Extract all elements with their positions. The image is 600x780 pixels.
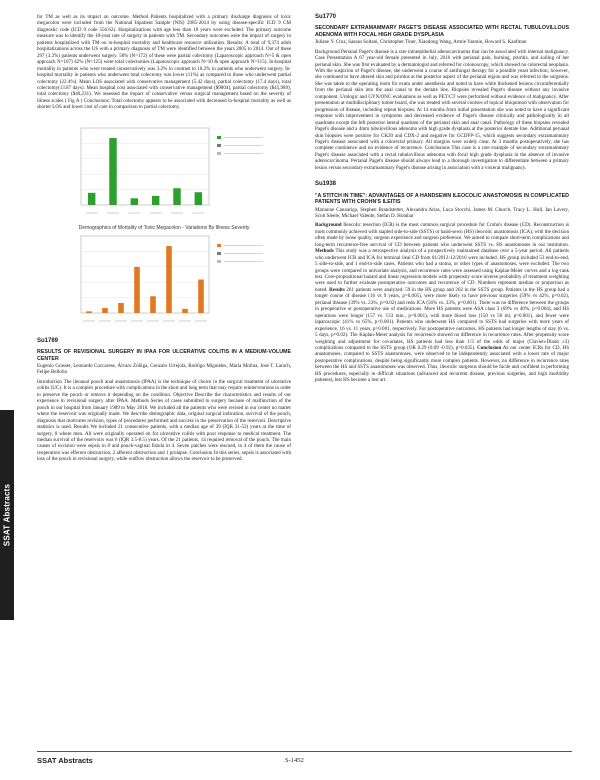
figure-a-title [59, 117, 269, 124]
left-column [37, 14, 291, 463]
text-results: 261 patients were analyzed: 59 in the HS group and 202 in the SSTS group. Patients in the HS group had a longer course of disease (16 vs 9 years, p=0.005), were more likely to have previous surgeries (59% vs 42%, p=0.02), perianal disease (39% vs. 23%, p=0.02) and redo ICA (56% vs. 33%, p=0.001). There was no difference between the groups in preoperative or postoperative use of medications. More HS patients were ASA class 3 (69% vs 40%, p=0.004), and HS operations were longer (157 vs. 133 min., p=0.001), with more blood loss (150 vs 50 ml, p=0.001), and fewer were laparoscopic (41% vs 65%, p<0.001). Patients who underwent HS compared to SSTS had surgeries with more years of experience, 16 vs. 11 years, p=0.001, respectively. For postoperative outcomes, HS patients had longer lengths of stay (6 vs. 5 days, p=0.02). The Kaplan-Meier analysis for recurrence showed no difference in recurrence rates. After propensity score weighting and adjustment for covariates, HS patients had less than 1/3 of the odds of major (Clavien-Dindo ≥3) complications compared to the SSTS group (OR 0.29 (0.09 -0.92), p=0.035). [315, 286, 570, 351]
figure-b-bar [182, 309, 188, 313]
intro-text: for TM as well as its impact on outcome. Method Patients hospitalized with a primary discharge diagnosis of toxic megacolon were included from the National Inpatient Sample (NIS) 2005-2014 by using disease-specific ICD 9 CM diagnostic code (ICD 9 code 556.62). Hospitalizations with age less than 18 years were excluded. The primary outcome measure was to identify the 10-year rate of surgery in patients with TM. Secondary outcomes were the impact of surgery in patients hospitalized with TM on in-hospital mortality and healthcare resource utilization. Results: A total of 9,374 adult hospitalizations across the US with a primary diagnosis of TM were identified between the years 2005 to 2014. Out of these 297 (3.2%) patients underwent surgery. 58% (N=172) of these were partial colectomy (Laparoscopic approach N=5 & open approach N=167) 42% (N=125) were total colectomies (Laparoscopic approach N=10 & open approach N=115). In-hospital mortality in patients who were treated conservatively was 3.2% in contrast to 18.2% in patients who underwent surgery. In-hospital mortality in patients who underwent total colectomy was lower (11%) as compared to those who underwent partial colectomy (22.4%). Mean LOS associated with conservative management (5.42 days), partial colectomy (17.4 days), total colectomy(13.87 days). Mean hospital cost associated with conservative management ($9804), partial colectomy ($45,989), total colectomy ($40,231). We assessed the impact of conservative versus surgical management based on the severity of illness scales ( Fig A ) Conclusions: Total colectomy appears to be associated with decreased in-hospital mortality as well as shorter LOS and lower cost of care in comparison to partial colectomy. [37, 14, 291, 111]
abstract-body-su1938 [315, 222, 569, 383]
figure-a-bar [109, 138, 116, 205]
figure-a-bar [195, 192, 202, 205]
figure-a-bar [131, 198, 138, 205]
figure-b-bar [150, 296, 156, 313]
figure-b-legend-swatch [217, 252, 221, 255]
figure-b-bar [166, 246, 172, 313]
abstract-id-su1770: Su1770 [315, 14, 337, 20]
figure-b-bar [134, 267, 140, 313]
footer-page-number: S-1452 [285, 757, 304, 764]
figure-b [59, 225, 269, 327]
figure-a-chart [59, 124, 269, 219]
figure-a-bar [173, 188, 180, 205]
figure-b-legend-swatch [217, 260, 221, 263]
abstract-authors-su1769: Eugenio Grasset, Leonardo Cuccarese, Álvaro Zúñiga, Gonzalo Urrejola, Rodrigo Miguieles, María Molina, Jose T. Larach, Felipe Bellolio [37, 363, 291, 376]
footer-journal: SSAT Abstracts [37, 756, 93, 765]
figure-b-chart [59, 232, 269, 327]
figure-b-title: Demographics of Mortality of Toxic Megacolon - Variations By Illness Severity [78, 224, 250, 231]
figure-a-legend-swatch [217, 152, 221, 155]
abstract-title-su1770: SECONDARY EXTRAMAMMARY PAGET'S DISEASE ASSOCIATED WITH RECTAL TUBULOVILLOUS ADENOMA WITH FOCAL HIGH GRADE DYSPLASIA [315, 25, 569, 38]
figure-a-legend-swatch [217, 144, 221, 147]
figure-b-plot-frame [81, 236, 209, 313]
abstract-authors-su1770: Juliane Y. Cruz, Sassan Soltani, Christopher Tiner, Xiaodong Wang, Armie Yasmin, Howard S. Kaufman [315, 39, 527, 46]
figure-b-legend-swatch [217, 244, 221, 247]
text-conclusion: As our center ICRs for CD, HS anastomoses, compared to SSTS anastomoses, were observed to be independently associated with a lower rate of major postoperative complications, despite being significantly more complex patients. However, no difference in recurrence rates between the HS and SSTS anastomoses was observed. Thus, ileocolic surgeons should be facile and confident in performing HS procedures, especially in difficult situations (advanced and recurrent disease, previous surgeries, and high morbidity patients), lest HS become a lost art. [315, 344, 569, 384]
figure-a-bar [152, 196, 159, 205]
figure-a-legend-swatch [217, 136, 221, 139]
right-column [315, 14, 569, 384]
figure-b-bar [198, 279, 204, 312]
figure-a-plot-frame [81, 128, 209, 205]
figure-b-bar [102, 308, 108, 313]
label-results: Results [329, 286, 345, 293]
label-background: Background [315, 222, 342, 229]
abstract-id-su1938: Su1938 [315, 181, 337, 188]
figure-a [59, 117, 269, 219]
abstract-body-su1769: Introduction The ileoanal pouch anal anastomosis (IPAA) is the technique of choice in the surgical treatment of ulcerative colitis (UC). It is a complex procedure with complications in the short and long term that may require reinterventions in order to preserve the pouch or remove it depending on the condition. Objective Describe the characteristics and results of our experience in revisional surgery after IPAA. Methods Series of cases submitted to surgery because of malfunction of the pouch in our hospital from January 1989 to May 2018. We included all the patients who were revised in our center no matter where the reservoir was originally made. We describe demographic data, original surgical indication, survival of the pouch, diagnosis that motivates revision, types of procedures performed and success in the preservation of the reservoir. Descriptive statistics is used. Results We included 21 consecutive patients, with a median age of 39 (IQR 31-52) years at the time of surgery, 8 where men. All were originally operated on for ulcerative colitis with poor response to medical treatment. The median survival of the reservoirs was 6 (IQR 3.5-8.5) years. Of the 21 patients, 14 required removal of the pouch. The main causes of excision were sepsis in 8 and pouch-vaginal fistula in 4. Seven patches were rescued, in 4 of them the cause of reoperation was efferent obstruction, 2 afferent obstruction and 1 prolapse. Conclusion In this series, sepsis is associated with loss of the pouch in revisional surgery, while outflow obstruction allows the reservoir to be preserved. [37, 378, 291, 463]
abstract-authors-su1938: Marianne Cannariga, Stephen Brandstetter, Alexandra Arias, Luca Stocchi, James M. Church, Tracy L. Hull, Ian Lavery, Scott Steele, Michael Valente, Stefan D. Holubar [315, 206, 569, 219]
label-conclusion: Conclusion [477, 344, 502, 351]
figure-b-bar [86, 311, 92, 313]
text-background: Ileocolic resection (ICR) is the most common surgical procedure for Crohn's disease (CD). Reconstruction is most commonly achieved with stapled side-to-side (SSTS) or hand-sewn (HS) ileocolic anastomosis (ICA), with the decision often made by loose quality, surgeon experience and surgeon preference. We aimed to compare short-term complications and long-term recurrence-free survival of CD between patients who underwent SSTS vs. HS anastomoses in our institution. [315, 222, 569, 248]
abstract-body-su1770: Background Perianal Paget's disease is a rare intraepithelial adenocarcinoma that can be associated with internal malignancy. Case Presentation A 67 year-old female presented in July, 2016 with perianal pain, burning, pruritis, and soiling of her perianal skin. She was first evaluated by a dermatologist and referred for colonoscopy, which showed no colorectal neoplasia. With the suspicion of Paget's disease, she underwent a course of antifungal therapy for a possible yeast infection; however, she continued to have altered skin and pruritus at the posterior aspect of the perianal region and was referred to the surgeons. She was taken to the operating room for exam under anesthesia and noted to have white thickened lesions circumferentially from the perianal skin into the anal canal to the dentate line. Biopsies revealed Paget's disease without any invasive component. Urologic and GYN/ONC evaluations as well as PET/CT were performed without evidence of malignancy. After presentation at multidisciplinary tumor board, she was treated with several courses of topical imiquimod with observation for progression of disease, including repeat biopsies. At 14 months from initial presentation she was noted to have a significant response with improvement in symptoms and decreased evidence of Paget's disease clinically and pathologically in all quadrants except the left posterior lateral quadrant of the perianal skin and anal canal. Pathology of these biopsies revealed Paget's disease and a 4mm tubulovillous adenoma with high grade dysplasia at the posterior dentate line. Additional perianal skin biopsies were positive for CK20 and CDX-2 and negative for GCDFP-15, which suggests secondary extramammary Paget's disease associated with a colorectal primary. All margins were widely clear. At 3 months postoperatively, she has complete continence and no evidence of recurrence. Conclusions This case is a rare example of secondary extramammary Paget's disease associated with a rectal tubulovillous adenoma with focal high grade dysplasia in the absence of invasive adenocarcinoma. Perianal Paget's disease should always lead to a thorough investigation to differentiate between a primary lesion versus secondary extramammary Paget's disease arising in association with a visceral malignancy. [315, 48, 569, 171]
label-methods: Methods [315, 248, 334, 255]
abstract-title-su1938: "A STITCH IN TIME": ADVANTAGES OF A HANDSEWN ILEOCOLIC ANASTOMOSIS IN COMPLICATED PATIENTS WITH CROHN'S ILEITIS [315, 192, 569, 206]
text-methods: This study was a retrospective analysis of a prospectively maintained database over a 5-year period. All patients who underwent ICR and ICA for terminal ileal CD from 01/2012-12/2016 were included. HS group included 53 end-to-end, 5 side-to-side, and 1 end-to-side cases. Patients who had a stoma, or other types of anastomoses, were excluded. The two groups were compared in univariate analysis, and recurrence rates were assessed using Kaplan-Meier curves and a log-rank test. Core-propositional hazard and linear regression models with propensity score inverse probability of treatment weighting were used to further evaluate postoperative outcomes and recurrence of CD. Numbers represent median or proportion as noted. [315, 248, 569, 293]
abstract-title-su1769: RESULTS OF REVISIONAL SURGERY IN IPAA FOR ULCERATIVE COLITIS IN A MEDIUM-VOLUME CENTER [37, 349, 291, 362]
abstract-id-su1769: Su1769 [37, 337, 59, 344]
section-side-tab: SSAT Abstracts [0, 410, 14, 620]
figure-a-bar [88, 193, 95, 205]
footer-rule [37, 751, 572, 752]
figure-b-bar [118, 303, 124, 313]
